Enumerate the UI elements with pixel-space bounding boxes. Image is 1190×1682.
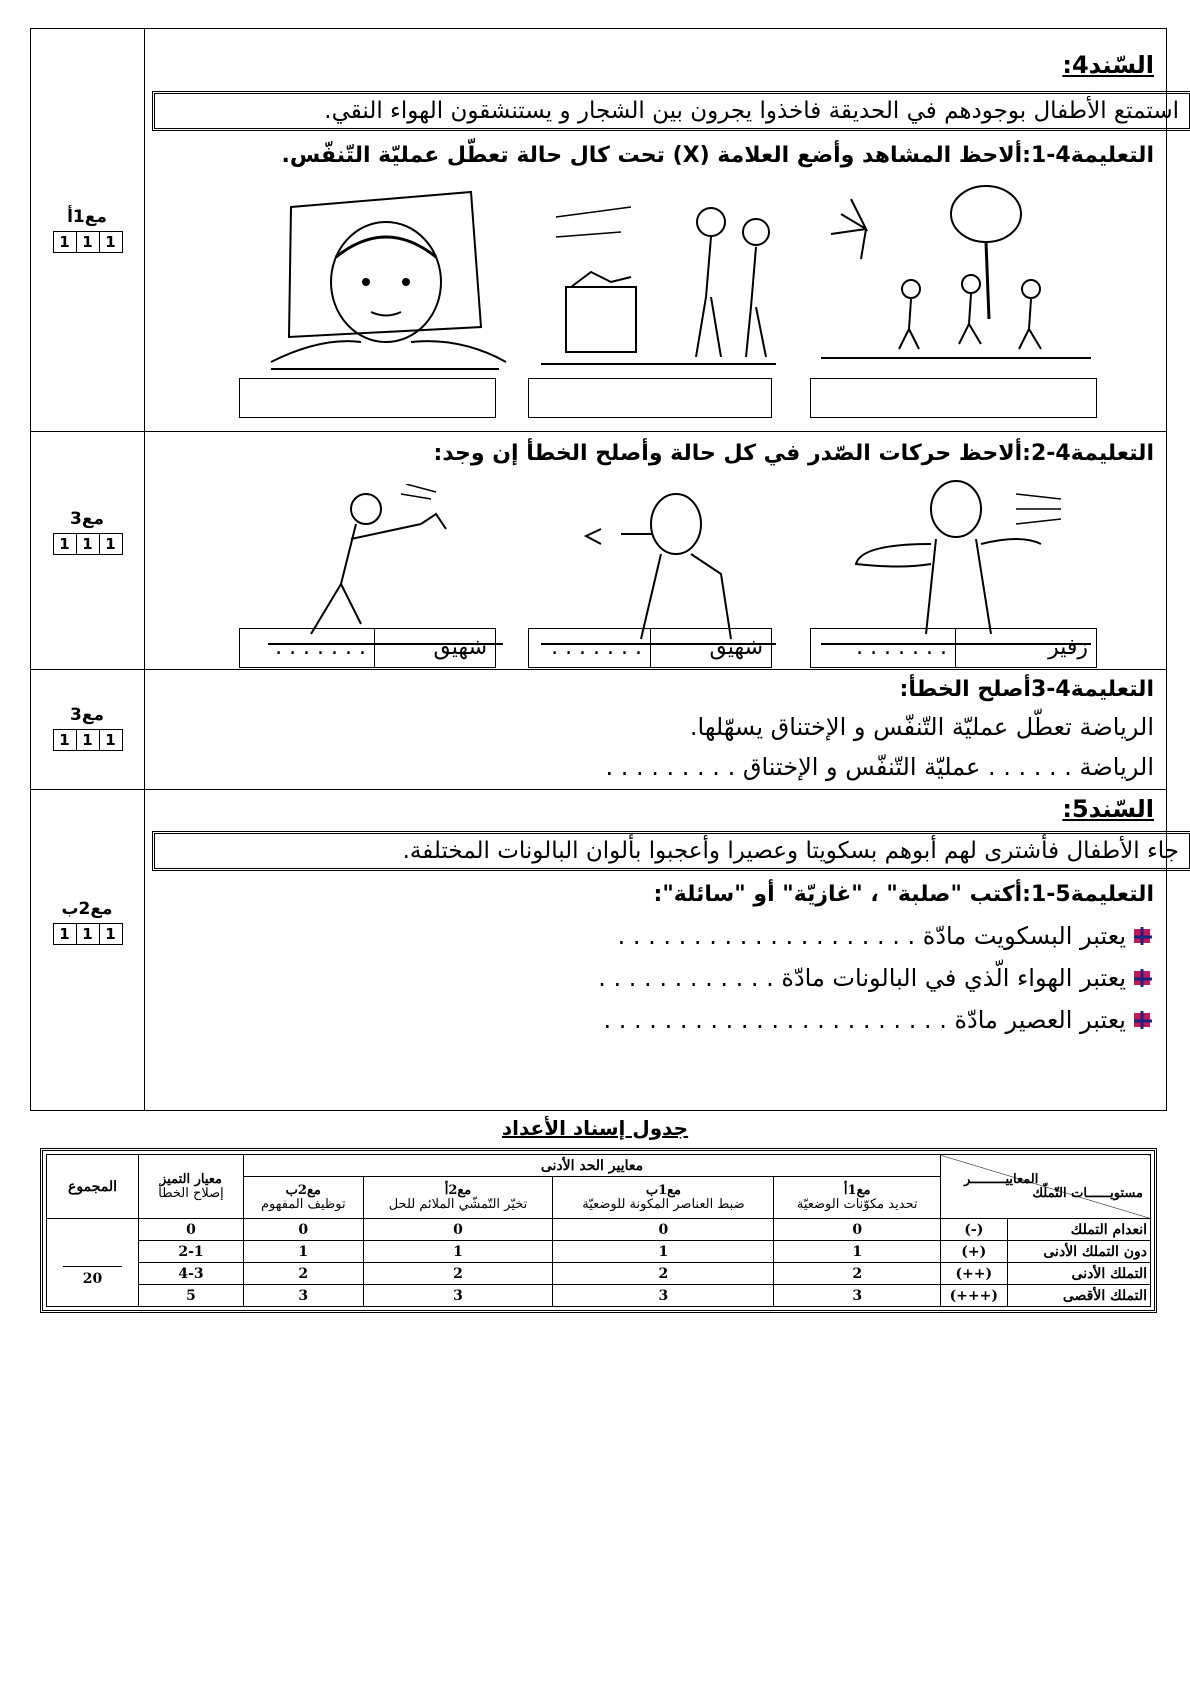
matter-item-2[interactable] <box>598 964 1154 992</box>
matter-item-text: يعتبر البسكويت مادّة . . . . . . . . . . . . . . . . . . . . <box>617 922 1126 950</box>
score-box[interactable]: 1 <box>99 231 123 253</box>
score-box[interactable]: 1 <box>99 533 123 555</box>
chest-state-label: شهيق <box>433 635 487 660</box>
answer-box-swim[interactable] <box>239 628 496 668</box>
score-box[interactable]: 1 <box>99 729 123 751</box>
score-box[interactable]: 1 <box>76 231 100 253</box>
swimming-child-illustration <box>271 484 481 644</box>
sanad-5-title: السّند5: <box>1062 795 1154 823</box>
score-box[interactable]: 1 <box>53 231 77 253</box>
task-4-2-title: التعليمة4-2:ألاحظ حركات الصّدر في كل حالة وأصلح الخطأ إن وجد: <box>433 441 1154 466</box>
answer-box-3[interactable] <box>810 378 1097 418</box>
criteria-levels-header <box>941 1155 1151 1219</box>
level-row: دون التملك الأدنى (+) 1 1 1 1 2-1 <box>47 1241 1151 1263</box>
score-boxes <box>35 729 139 751</box>
correction-field[interactable]: . . . . . . . <box>811 629 956 667</box>
answer-box-1[interactable] <box>239 378 496 418</box>
answer-box-inhale[interactable] <box>810 628 1097 668</box>
bullet-icon <box>1132 1011 1154 1031</box>
answer-box-exhale[interactable] <box>528 628 772 668</box>
total-cell <box>47 1219 139 1307</box>
correction-field[interactable]: . . . . . . . <box>529 629 651 667</box>
total-value: 20 <box>63 1266 123 1287</box>
matter-item-1[interactable] <box>618 922 1154 950</box>
bullet-icon <box>1132 927 1154 947</box>
bullet-icon <box>1132 969 1154 989</box>
children-playing-in-park-illustration <box>821 179 1081 359</box>
levels-header: مستويــــــات التّملّك <box>1032 1185 1143 1201</box>
children-near-trash-illustration <box>551 187 781 367</box>
level-row: التملك الأدنى (++) 2 2 2 2 4-3 <box>47 1263 1151 1285</box>
grades-table <box>46 1154 1151 1307</box>
criterion-label: مع1أ <box>67 207 107 227</box>
boy-inhaling-illustration <box>841 474 1071 644</box>
excellence-title: معيار التميز <box>159 1171 223 1187</box>
score-box[interactable]: 1 <box>99 923 123 945</box>
child-bag-over-head-illustration <box>261 187 511 367</box>
criterion-label: مع2ب <box>61 899 113 919</box>
chest-state-label: شهيق <box>709 635 763 660</box>
matter-item-text: يعتبر العصير مادّة . . . . . . . . . . . . . . . . . . . . . . . <box>603 1006 1126 1034</box>
level-row: انعدام التملك (-) 0 0 0 0 0 20 <box>47 1219 1151 1241</box>
sanad-4-title: السّند4: <box>1062 51 1154 79</box>
criterion-row-2 <box>35 509 139 555</box>
sanad-4-text: استمتع الأطفال بوجودهم في الحديقة فاخذوا يجرون بين الشجار و يستنشقون الهواء النقي. <box>152 91 1190 131</box>
criterion-label: مع3 <box>70 705 104 725</box>
criterion-row-1 <box>35 207 139 253</box>
total-header: المجموع <box>47 1155 139 1219</box>
grades-table-title: جدول إسناد الأعداد <box>501 1116 689 1140</box>
matter-item-3[interactable] <box>604 1006 1154 1034</box>
score-box[interactable]: 1 <box>76 729 100 751</box>
chest-state-label: زفير <box>1048 635 1088 660</box>
correction-sentence[interactable]: الرياضة . . . . . . عمليّة التّنفّس و الإختناق . . . . . . . . . <box>605 753 1154 781</box>
score-box[interactable]: 1 <box>53 533 77 555</box>
score-box[interactable]: 1 <box>76 923 100 945</box>
score-boxes <box>35 231 139 253</box>
criterion-label: مع3 <box>70 509 104 529</box>
criterion-column: مع2ب توظيف المفهوم <box>244 1177 364 1219</box>
criterion-row-4 <box>35 899 139 945</box>
criterion-column: مع1ب ضبط العناصر المكونة للوضعيّة <box>553 1177 774 1219</box>
sanad-5-text: جاء الأطفال فأشترى لهم أبوهم بسكويتا وعصيرا وأعجبوا بألوان البالونات المختلفة. <box>152 831 1190 871</box>
score-boxes <box>35 923 139 945</box>
answer-box-2[interactable] <box>528 378 772 418</box>
excellence-header <box>139 1155 244 1219</box>
level-row: التملك الأقصى (+++) 3 3 3 3 5 <box>47 1285 1151 1307</box>
criteria-header: المعاييـــــــــر <box>964 1171 1039 1187</box>
wrong-sentence: الرياضة تعطّل عمليّة التّنفّس و الإختناق يسهّلها. <box>689 713 1154 741</box>
task-4-3-title: التعليمة4-3أصلح الخطأ: <box>899 677 1154 702</box>
score-box[interactable]: 1 <box>53 729 77 751</box>
matter-item-text: يعتبر الهواء الّذي في البالونات مادّة . . . . . . . . . . . . <box>598 964 1126 992</box>
task-4-1-title: التعليمة4-1:ألاحظ المشاهد وأضع العلامة (X) تحت كال حالة تعطّل عمليّة التّنفّس. <box>281 143 1154 168</box>
criterion-row-3 <box>35 705 139 751</box>
criterion-column: مع2أ تخيّر التّمشّي الملائم للحل <box>363 1177 553 1219</box>
min-criteria-header: معايير الحد الأدنى <box>244 1155 941 1177</box>
score-box[interactable]: 1 <box>76 533 100 555</box>
score-boxes <box>35 533 139 555</box>
excellence-subtitle: إصلاح الخطأ <box>158 1185 224 1201</box>
task-5-1-title: التعليمة5-1:أكتب "صلبة" ، "غازيّة" أو "سائلة": <box>653 882 1154 907</box>
worksheet-frame <box>30 28 1179 1111</box>
grades-table-wrapper <box>40 1148 1157 1313</box>
score-box[interactable]: 1 <box>53 923 77 945</box>
boy-exhaling-illustration <box>561 484 771 644</box>
correction-field[interactable]: . . . . . . . <box>240 629 375 667</box>
criterion-column: مع1أ تحديد مكوّنات الوضعيّة <box>774 1177 941 1219</box>
